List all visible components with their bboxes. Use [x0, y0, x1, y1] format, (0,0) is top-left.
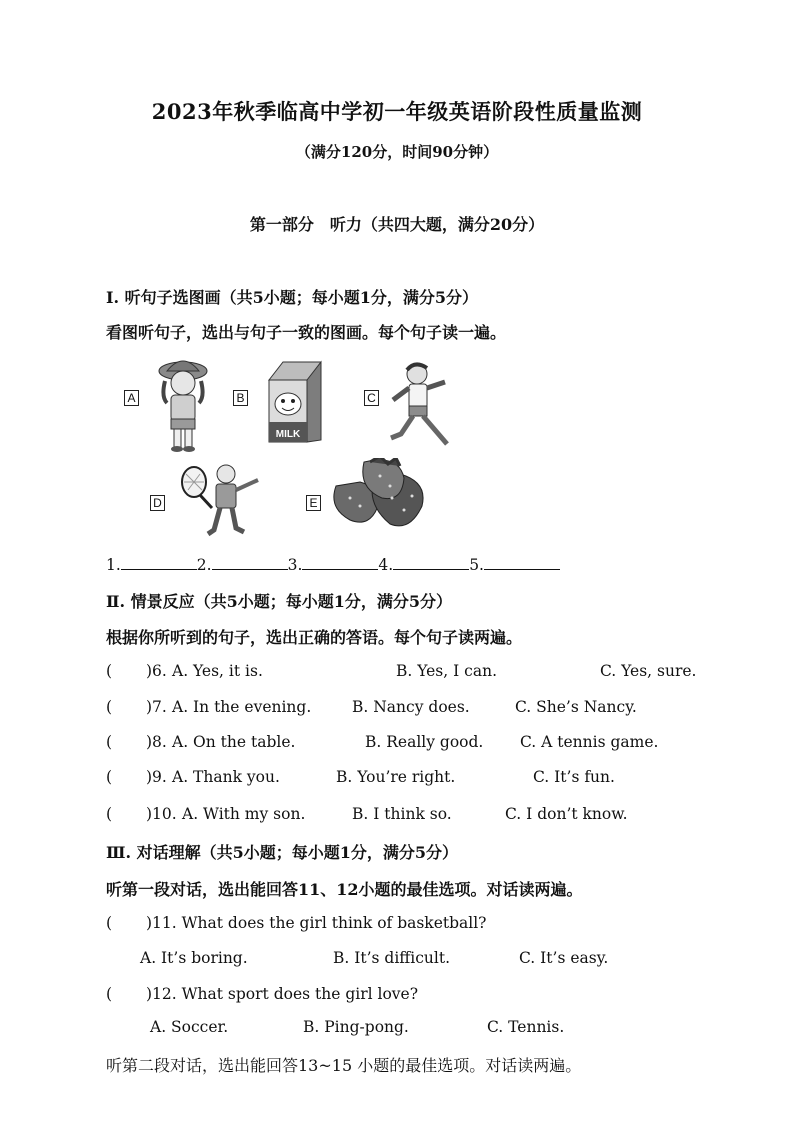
answer-paren[interactable]: (	[106, 733, 113, 751]
picture-label-a: A	[124, 390, 139, 406]
option-c[interactable]: C. It’s easy.	[519, 949, 609, 967]
answer-number: 5.	[469, 556, 484, 574]
option-a[interactable]: A. It’s boring.	[140, 949, 248, 967]
question-number: )8.	[146, 733, 167, 751]
option-a[interactable]: A. On the table.	[172, 733, 296, 751]
answer-blank-3[interactable]	[302, 555, 378, 570]
question-stem: )12. What sport does the girl love?	[146, 985, 419, 1003]
option-c[interactable]: C. It’s fun.	[533, 768, 615, 786]
answer-blank-1[interactable]	[121, 555, 197, 570]
answer-paren[interactable]: (	[106, 914, 113, 932]
picture-label-c: C	[364, 390, 379, 406]
option-b[interactable]: B. Ping-pong.	[303, 1018, 409, 1036]
option-b[interactable]: B. I think so.	[352, 805, 452, 823]
answer-number: 4.	[378, 556, 394, 574]
section2-instruction: 根据你所听到的句子，选出正确的答语。每个句子读两遍。	[106, 628, 523, 647]
option-a[interactable]: A. Yes, it is.	[172, 662, 263, 680]
girl-with-hat-icon	[155, 355, 211, 455]
section1-heading: Ⅰ. 听句子选图画（共5小题；每小题1分，满分5分）	[106, 288, 479, 307]
option-c[interactable]: C. I don’t know.	[505, 805, 628, 823]
exam-info: （满分120分，时间90分钟）	[295, 143, 499, 161]
tennis-player-icon	[178, 462, 266, 542]
option-b[interactable]: B. Really good.	[365, 733, 484, 751]
part-heading: 第一部分 听力（共四大题，满分20分）	[249, 215, 545, 234]
option-a[interactable]: A. Thank you.	[172, 768, 280, 786]
page-title: 2023年秋季临高中学初一年级英语阶段性质量监测	[151, 99, 643, 124]
milk-carton-icon	[263, 358, 325, 444]
answer-paren[interactable]: (	[106, 805, 113, 823]
answer-paren[interactable]: (	[106, 698, 113, 716]
answer-paren[interactable]: (	[106, 768, 113, 786]
section3-instruction-1: 听第一段对话，选出能回答11、12小题的最佳选项。对话读两遍。	[106, 880, 583, 899]
option-b[interactable]: B. It’s difficult.	[333, 949, 451, 967]
answer-blank-5[interactable]	[484, 555, 560, 570]
question-number: )7.	[146, 698, 167, 716]
answer-blanks-row	[106, 555, 560, 574]
strawberries-icon	[330, 458, 430, 534]
option-a[interactable]: A. Soccer.	[150, 1018, 229, 1036]
question-number: )10.	[146, 805, 177, 823]
option-a[interactable]: A. With my son.	[182, 805, 306, 823]
milk-caption: MILK	[275, 429, 301, 440]
picture-label-e: E	[306, 495, 321, 511]
answer-paren[interactable]: (	[106, 985, 113, 1003]
question-stem: )11. What does the girl think of basketball?	[146, 914, 487, 932]
running-boy-icon	[385, 360, 457, 450]
option-c[interactable]: C. A tennis game.	[520, 733, 659, 751]
section3-heading: Ⅲ. 对话理解（共5小题；每小题1分，满分5分）	[106, 843, 459, 862]
option-b[interactable]: B. Yes, I can.	[396, 662, 497, 680]
picture-label-d: D	[150, 495, 165, 511]
option-c[interactable]: C. Tennis.	[487, 1018, 565, 1036]
option-a[interactable]: A. In the evening.	[172, 698, 312, 716]
option-c[interactable]: C. She’s Nancy.	[515, 698, 637, 716]
section1-instruction: 看图听句子，选出与句子一致的图画。每个句子读一遍。	[106, 323, 507, 342]
answer-number: 1.	[106, 556, 121, 574]
option-c[interactable]: C. Yes, sure.	[600, 662, 697, 680]
answer-blank-4[interactable]	[393, 555, 469, 570]
picture-label-b: B	[233, 390, 248, 406]
answer-blank-2[interactable]	[212, 555, 288, 570]
question-number: )9.	[146, 768, 167, 786]
section2-heading: Ⅱ. 情景反应（共5小题；每小题1分，满分5分）	[106, 592, 453, 611]
section3-instruction-2: 听第二段对话，选出能回答13~15 小题的最佳选项。对话读两遍。	[106, 1056, 582, 1075]
answer-number: 3.	[287, 556, 303, 574]
question-number: )6.	[146, 662, 167, 680]
option-b[interactable]: B. You’re right.	[336, 768, 456, 786]
answer-number: 2.	[196, 556, 212, 574]
option-b[interactable]: B. Nancy does.	[352, 698, 470, 716]
answer-paren[interactable]: (	[106, 662, 113, 680]
